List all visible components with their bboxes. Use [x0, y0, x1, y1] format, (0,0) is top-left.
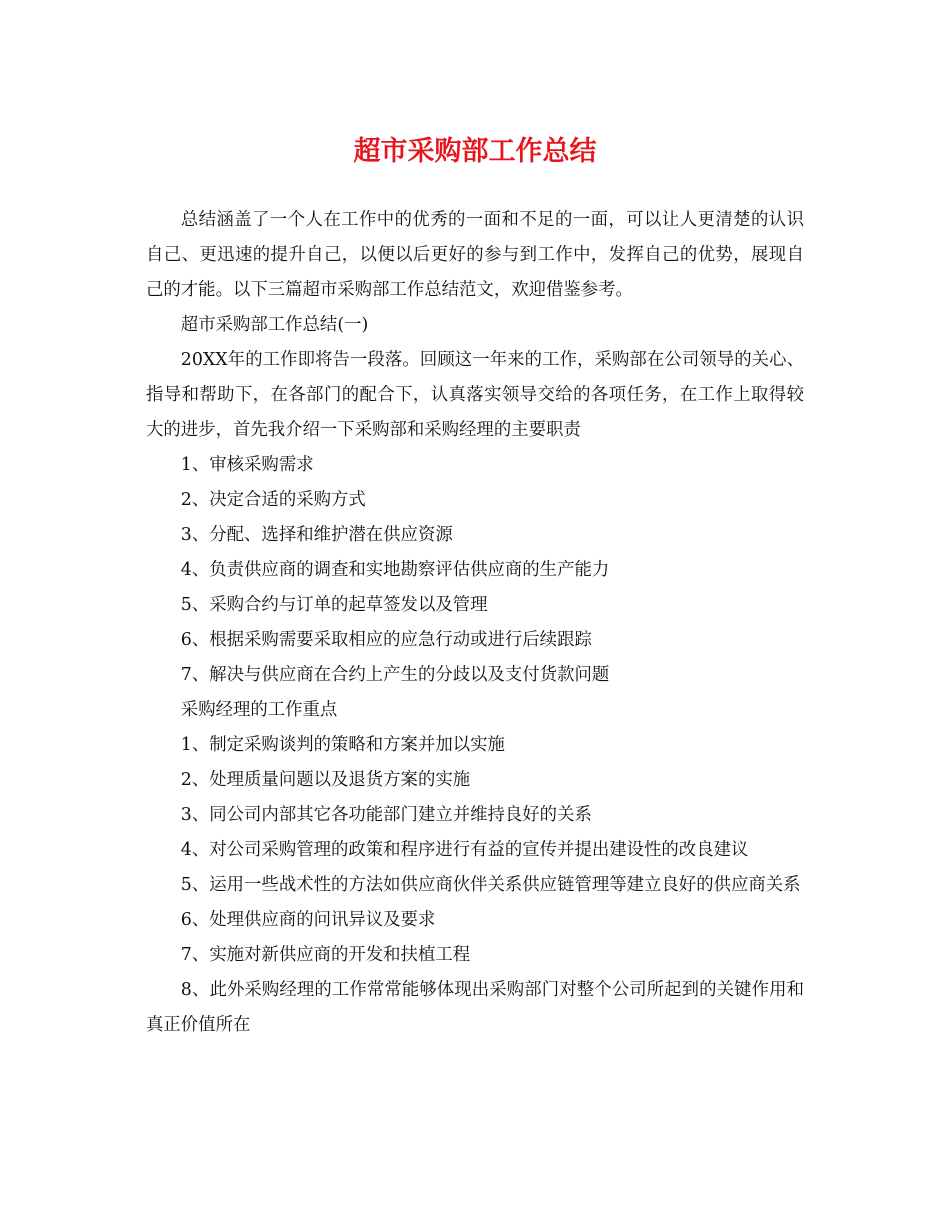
duty-list-item: 1、审核采购需求 — [180, 455, 314, 475]
focus-list-item: 8、此外采购经理的工作常常能够体现出采购部门对整个公司所起到的关键作用和真正价值所在 — [146, 980, 804, 1035]
duty-list-item: 3、分配、选择和维护潜在供应资源 — [180, 525, 453, 545]
document-title: 超市采购部工作总结 — [353, 136, 597, 167]
document-body — [146, 203, 804, 1043]
duty-list-item: 5、采购合约与订单的起草签发以及管理 — [180, 595, 488, 615]
duty-list-item: 7、解决与供应商在合约上产生的分歧以及支付货款问题 — [180, 665, 610, 685]
duty-list-item: 4、负责供应商的调查和实地勘察评估供应商的生产能力 — [180, 560, 610, 580]
focus-list-item: 4、对公司采购管理的政策和程序进行有益的宣传并提出建设性的改良建议 — [180, 840, 749, 860]
duty-list-item: 6、根据采购需要采取相应的应急行动或进行后续跟踪 — [180, 630, 592, 650]
focus-list-item: 7、实施对新供应商的开发和扶植工程 — [180, 945, 471, 965]
intro-paragraph: 总结涵盖了一个人在工作中的优秀的一面和不足的一面，可以让人更清楚的认识自己、更迅速的提升自己，以便以后更好的参与到工作中，发挥自己的优势，展现自己的才能。以下三篇超市采购部工作总结范文，欢迎借鉴参考。 — [146, 210, 804, 300]
focus-list-item: 2、处理质量问题以及退货方案的实施 — [180, 770, 471, 790]
subsection-heading: 采购经理的工作重点 — [180, 700, 338, 720]
focus-list-item: 3、同公司内部其它各功能部门建立并维持良好的关系 — [180, 805, 592, 825]
section-heading: 超市采购部工作总结(一) — [180, 315, 369, 335]
duty-list-item: 2、决定合适的采购方式 — [180, 490, 366, 510]
focus-list-item: 5、运用一些战术性的方法如供应商伙伴关系供应链管理等建立良好的供应商关系 — [180, 875, 801, 895]
body-paragraph: 20XX年的工作即将告一段落。回顾这一年来的工作，采购部在公司领导的关心、指导和帮助下，在各部门的配合下，认真落实领导交给的各项任务，在工作上取得较大的进步，首先我介绍一下采购部和采购经理的主要职责 — [146, 350, 804, 440]
focus-list-item: 1、制定采购谈判的策略和方案并加以实施 — [180, 735, 505, 755]
focus-list-item: 6、处理供应商的问讯异议及要求 — [180, 910, 436, 930]
